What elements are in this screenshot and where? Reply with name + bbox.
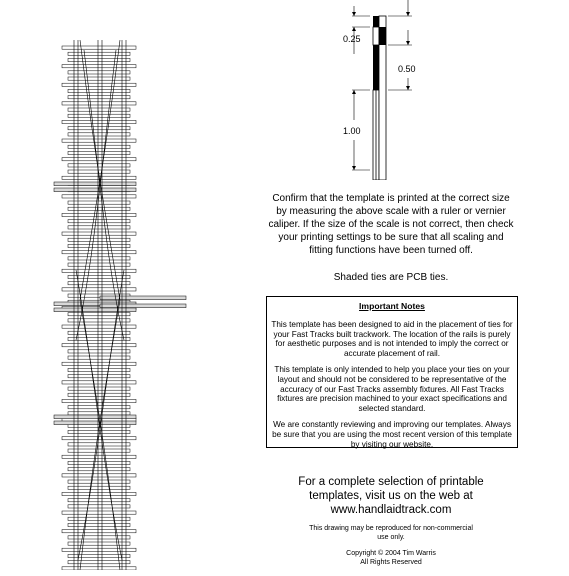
pcb-tie bbox=[100, 304, 186, 308]
pcb-tie bbox=[54, 421, 136, 425]
tie bbox=[68, 393, 130, 396]
tie bbox=[68, 443, 130, 446]
tie bbox=[68, 319, 130, 322]
tie bbox=[68, 406, 130, 409]
scale-segment-top bbox=[373, 16, 379, 27]
tie bbox=[68, 499, 130, 502]
tie bbox=[68, 77, 130, 80]
reproduction-notice bbox=[268, 524, 514, 542]
tie bbox=[68, 350, 130, 353]
website-url[interactable]: www.handlaidtrack.com bbox=[330, 504, 452, 516]
copyright-line: Copyright © 2004 Tim Warris bbox=[346, 550, 436, 557]
scale-segment-025-white bbox=[373, 27, 379, 45]
tie bbox=[62, 158, 136, 161]
tie bbox=[62, 213, 136, 216]
notes-paragraph: We are constantly reviewing and improving our templates. Always be sure that you are using the most recent version of this template by visiting our website. bbox=[272, 419, 512, 449]
tie bbox=[68, 89, 130, 92]
tie bbox=[68, 337, 130, 340]
pcb-tie bbox=[54, 182, 136, 186]
scale-label-100: 1.00 bbox=[343, 126, 361, 136]
tie bbox=[68, 201, 130, 204]
pcb-tie bbox=[54, 188, 136, 192]
website-promo bbox=[268, 475, 514, 517]
tie bbox=[68, 542, 130, 545]
tie bbox=[68, 220, 130, 223]
tie bbox=[68, 127, 130, 130]
tie bbox=[68, 561, 130, 564]
tie bbox=[62, 269, 136, 272]
confirm-scale-text: Confirm that the template is printed at the correct size by measuring the above scale with a ruler or vernier caliper. If the size of the scale is not correct, then check your printing settings to be sure that all scaling and fitting functions have been turned off. bbox=[268, 193, 514, 256]
important-notes-title: Important Notes bbox=[359, 301, 425, 311]
tie bbox=[68, 96, 130, 99]
tie bbox=[62, 251, 136, 254]
tie bbox=[62, 46, 136, 49]
tie bbox=[62, 288, 136, 291]
tie bbox=[68, 523, 130, 526]
reproduction-line: use only. bbox=[377, 534, 405, 541]
tie bbox=[68, 480, 130, 483]
tie bbox=[62, 567, 136, 570]
tie bbox=[68, 387, 130, 390]
tie bbox=[62, 492, 136, 495]
tie bbox=[68, 257, 130, 260]
tie bbox=[68, 151, 130, 154]
tie bbox=[68, 368, 130, 371]
tie bbox=[62, 120, 136, 123]
tie bbox=[62, 362, 136, 365]
tie bbox=[62, 437, 136, 440]
tie bbox=[62, 530, 136, 533]
tie bbox=[62, 325, 136, 328]
tie bbox=[68, 164, 130, 167]
tie bbox=[68, 52, 130, 55]
tie bbox=[68, 71, 130, 74]
tie bbox=[68, 505, 130, 508]
tie bbox=[62, 102, 136, 105]
tie bbox=[62, 511, 136, 514]
pcb-tie bbox=[54, 308, 136, 312]
important-notes-box bbox=[266, 296, 518, 448]
tie bbox=[68, 238, 130, 241]
tie bbox=[68, 449, 130, 452]
tie bbox=[62, 139, 136, 142]
tie bbox=[62, 381, 136, 384]
tie bbox=[68, 468, 130, 471]
tie bbox=[62, 65, 136, 68]
tie bbox=[68, 356, 130, 359]
track-template-drawing bbox=[40, 40, 190, 570]
tie bbox=[68, 226, 130, 229]
tie bbox=[68, 375, 130, 378]
tie bbox=[68, 461, 130, 464]
tie bbox=[62, 548, 136, 551]
tie bbox=[68, 145, 130, 148]
pcb-tie bbox=[54, 415, 136, 419]
tie bbox=[68, 282, 130, 285]
pcb-tie bbox=[100, 296, 186, 300]
scale-label-050: 0.50 bbox=[398, 64, 416, 74]
tie bbox=[68, 244, 130, 247]
tie bbox=[68, 114, 130, 117]
tie bbox=[68, 486, 130, 489]
reproduction-line: This drawing may be reproduced for non-commercial bbox=[309, 525, 473, 532]
shaded-ties-note: Shaded ties are PCB ties. bbox=[333, 272, 449, 283]
tie bbox=[62, 399, 136, 402]
tie bbox=[68, 313, 130, 316]
tie bbox=[68, 207, 130, 210]
tie bbox=[68, 133, 130, 136]
copyright-notice bbox=[268, 549, 514, 567]
scale-label-025: 0.25 bbox=[343, 34, 361, 44]
copyright-line: All Rights Reserved bbox=[360, 559, 422, 566]
tie bbox=[62, 474, 136, 477]
tie bbox=[68, 58, 130, 61]
tie bbox=[68, 536, 130, 539]
tie bbox=[68, 108, 130, 111]
tie bbox=[62, 344, 136, 347]
notes-paragraph: This template has been designed to aid in the placement of ties for your Fast Tracks built trackwork. The location of the rails is purely for aesthetic purposes and is not intended to imply the correct or accurate placement of rail. bbox=[271, 319, 513, 359]
tie bbox=[68, 517, 130, 520]
website-promo-line: templates, visit us on the web at bbox=[309, 490, 473, 502]
tie bbox=[68, 263, 130, 266]
tie bbox=[62, 83, 136, 86]
website-promo-line: For a complete selection of printable bbox=[298, 476, 484, 488]
scale-bar bbox=[340, 0, 440, 180]
scale-segment-050 bbox=[373, 45, 379, 90]
tie bbox=[62, 455, 136, 458]
tie bbox=[62, 232, 136, 235]
notes-paragraph: This template is only intended to help you place your ties on your layout and should not be considered to be representative of the accuracy of our Fast Tracks assembly fixtures. All Fast Tracks fixtures are precision machined to your exact specifications and selected standard. bbox=[274, 364, 510, 414]
